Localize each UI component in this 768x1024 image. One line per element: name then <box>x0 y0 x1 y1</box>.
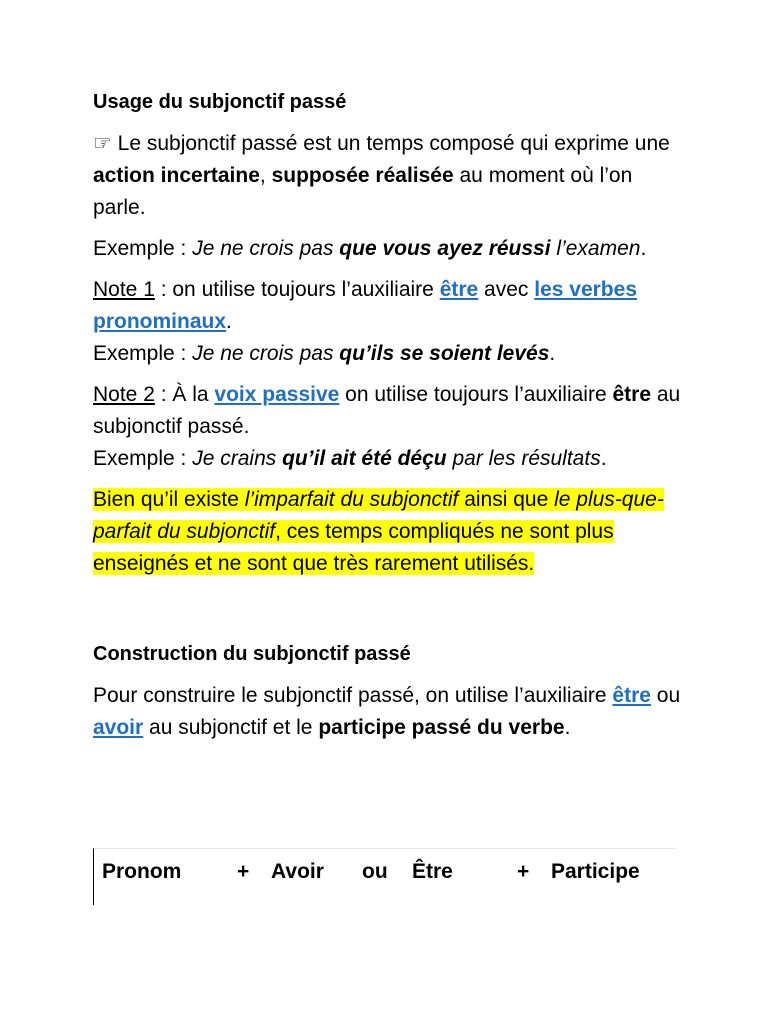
highlighted-note-paragraph <box>93 484 683 580</box>
note-1-paragraph: Note 1 : on utilise toujours l’auxiliaire être avec les verbes pronominaux. Exemple : Je ne crois pas qu’ils se soient levés. <box>93 278 637 365</box>
document-body <box>93 86 683 744</box>
link-etre[interactable]: être <box>439 278 479 301</box>
bold-term: action incertaine <box>93 164 260 187</box>
link-avoir[interactable]: avoir <box>93 716 144 739</box>
table-header-cell: Pronom <box>102 860 182 883</box>
note-label: Note 1 <box>93 278 155 301</box>
table-header-cell: + <box>517 860 530 883</box>
conjugation-table-header <box>93 848 676 905</box>
construction-paragraph: Pour construire le subjonctif passé, on utilise l’auxiliaire être ou avoir au subjonctif et le participe passé du verbe. <box>93 684 681 739</box>
section-heading-construction: Construction du subjonctif passé <box>93 643 411 665</box>
table-header-cell: Participe <box>551 860 640 883</box>
section-heading-usage: Usage du subjonctif passé <box>93 91 347 113</box>
note-label: Note 2 <box>93 383 155 406</box>
link-verbes-pronominaux[interactable]: les verbes pronominaux <box>93 278 637 333</box>
table-header-cell: Être <box>412 860 453 883</box>
example-paragraph: Exemple : Je ne crois pas que vous ayez réussi l’examen. <box>93 237 647 260</box>
usage-intro-paragraph: ☞ Le subjonctif passé est un temps composé qui exprime une action incertaine, supposée réalisée au moment où l’on parle. <box>93 132 670 219</box>
note-2-paragraph: Note 2 : À la voix passive on utilise toujours l’auxiliaire être au subjonctif passé. Exemple : Je crains qu’il ait été déçu par les résultats. <box>93 383 681 470</box>
highlighted-text: Bien qu’il existe l’imparfait du subjonctif ainsi que le plus-que-parfait du subjonctif, ces temps compliqués ne sont plus enseignés et ne sont que très rarement utilisés. <box>93 488 664 575</box>
pointing-hand-icon: ☞ <box>93 132 112 155</box>
table-header-cell: ou <box>362 860 388 883</box>
link-voix-passive[interactable]: voix passive <box>214 383 340 406</box>
link-etre[interactable]: être <box>612 684 651 707</box>
table-header-cell: + <box>237 860 250 883</box>
bold-term: supposée réalisée <box>271 164 454 187</box>
table-header-cell: Avoir <box>271 860 324 883</box>
